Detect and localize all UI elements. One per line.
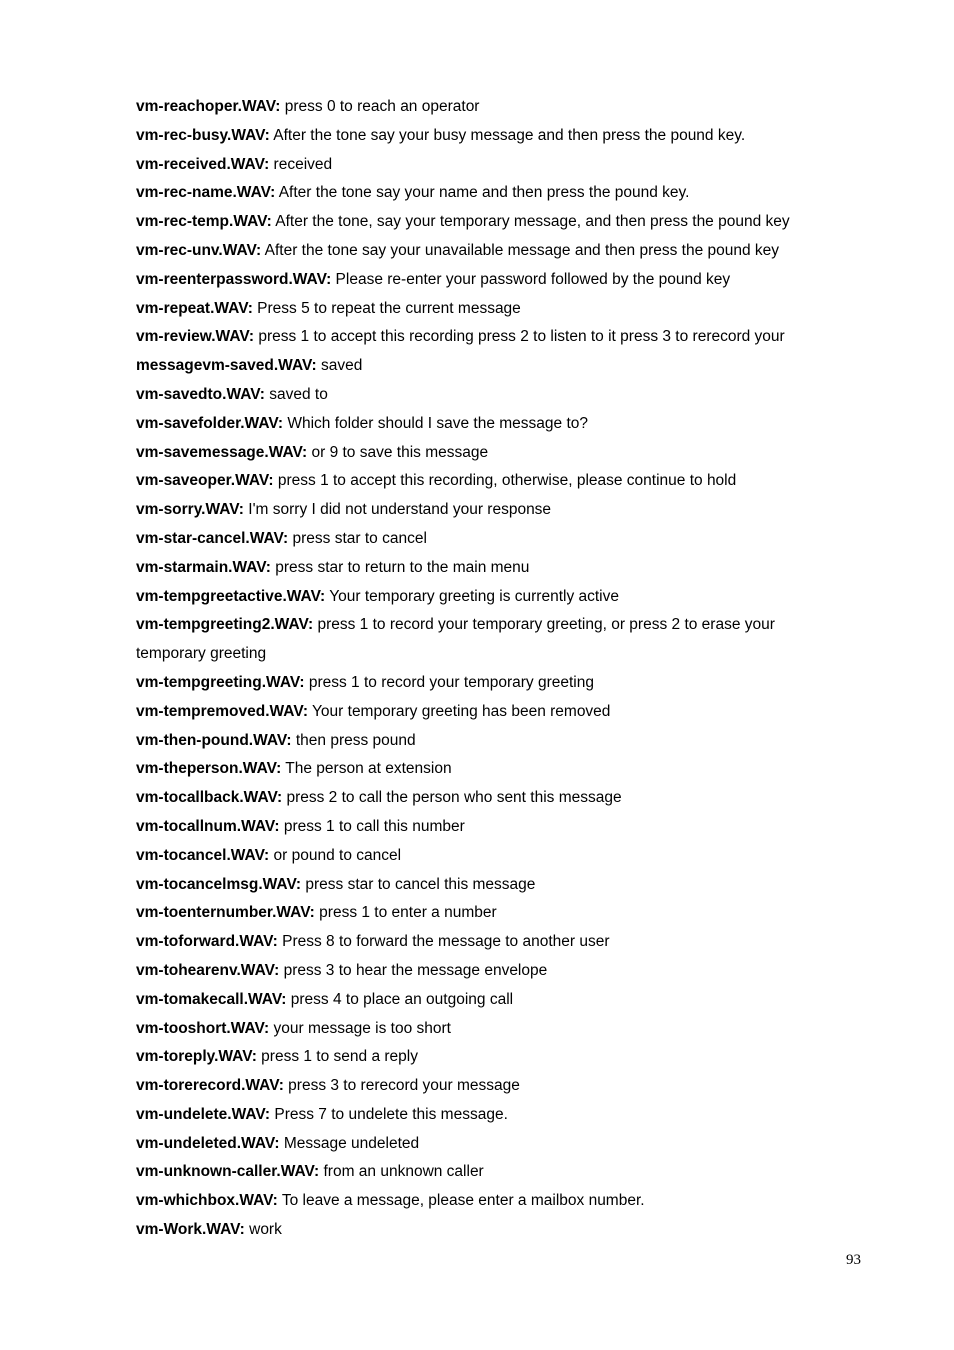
sound-file-entry [136,496,826,525]
sound-file-entry [136,93,826,122]
sound-file-description: After the tone, say your temporary message, and then press the pound key [271,213,790,231]
sound-file-entry [136,986,826,1015]
sound-file-entry [136,237,826,266]
sound-file-description: work [244,1221,282,1239]
sound-file-description: saved [316,357,363,375]
sound-file-description: Message undeleted [279,1134,420,1152]
sound-file-description: To leave a message, please enter a mailbox number. [277,1192,645,1210]
sound-file-description: press 2 to call the person who sent this message [282,789,622,807]
sound-file-name: vm-toreply.WAV: [136,1048,257,1066]
sound-file-description: saved to [264,385,328,403]
sound-file-entry [136,813,826,842]
sound-file-description: press 1 to accept this recording press 2 to listen to it press 3 to rerecord your [254,328,785,346]
sound-file-name: vm-starmain.WAV: [136,558,271,576]
sound-file-entry [136,323,826,352]
sound-file-name: vm-tohearenv.WAV: [136,961,280,979]
sound-file-name: vm-then-pound.WAV: [136,731,292,749]
sound-file-name: vm-tocallnum.WAV: [136,817,280,835]
sound-file-entry [136,611,826,669]
sound-file-description: Your temporary greeting is currently active [325,587,619,605]
sound-file-name: vm-theperson.WAV: [136,760,282,778]
sound-file-entry [136,1015,826,1044]
sound-file-description: Press 5 to repeat the current message [252,299,521,317]
sound-file-description: The person at extension [281,760,452,778]
sound-file-name: vm-undeleted.WAV: [136,1134,280,1152]
sound-file-description: press 1 to record your temporary greeting, or press 2 to erase your temporary greeting [136,616,775,663]
sound-file-name: vm-Work.WAV: [136,1221,245,1239]
sound-file-name: vm-review.WAV: [136,328,255,346]
sound-file-entry [136,899,826,928]
sound-file-entry [136,1158,826,1187]
sound-file-name: vm-toforward.WAV: [136,933,278,951]
sound-file-name: vm-repeat.WAV: [136,299,253,317]
sound-file-entry [136,122,826,151]
sound-file-name: vm-savedto.WAV: [136,385,265,403]
sound-file-entry [136,1216,826,1245]
sound-file-name: vm-savemessage.WAV: [136,443,308,461]
sound-file-description: press 1 to send a reply [256,1048,418,1066]
sound-file-name: vm-rec-busy.WAV: [136,126,270,144]
sound-file-entry [136,525,826,554]
sound-file-entry [136,1130,826,1159]
sound-file-name: vm-tempgreeting.WAV: [136,673,305,691]
sound-file-entry [136,1072,826,1101]
sound-file-entry [136,179,826,208]
sound-file-description: or pound to cancel [269,846,402,864]
sound-file-description: received [269,155,333,173]
sound-file-description: press star to cancel [288,529,427,547]
sound-file-entry [136,698,826,727]
sound-file-name: vm-torerecord.WAV: [136,1077,284,1095]
sound-file-name: vm-tocallback.WAV: [136,789,283,807]
sound-file-description: press 1 to enter a number [314,904,497,922]
sound-file-entry [136,755,826,784]
sound-file-name: vm-tempgreetactive.WAV: [136,587,326,605]
sound-file-description: Please re-enter your password followed by the pound key [331,270,731,288]
sound-file-name: vm-whichbox.WAV: [136,1192,278,1210]
sound-file-description: Which folder should I save the message to? [283,414,589,432]
sound-file-name: vm-rec-temp.WAV: [136,213,272,231]
sound-file-name: vm-tooshort.WAV: [136,1019,270,1037]
sound-file-name: vm-reachoper.WAV: [136,98,281,115]
sound-file-description: I'm sorry I did not understand your response [243,501,552,519]
sound-file-entry [136,957,826,986]
sound-file-description: After the tone say your name and then press the pound key. [275,184,690,202]
sound-file-entry [136,439,826,468]
sound-file-entry [136,1043,826,1072]
sound-file-description: Your temporary greeting has been removed [307,702,611,720]
sound-file-name: vm-undelete.WAV: [136,1105,271,1123]
sound-file-name: vm-sorry.WAV: [136,501,244,519]
sound-file-entry [136,208,826,237]
sound-file-description: After the tone say your busy message and then press the pound key. [269,126,746,144]
sound-file-name: messagevm-saved.WAV: [136,357,317,375]
sound-file-description: your message is too short [269,1019,451,1037]
sound-file-name: vm-reenterpassword.WAV: [136,270,332,288]
sound-file-description: press 0 to reach an operator [280,98,480,115]
sound-file-name: vm-toenternumber.WAV: [136,904,315,922]
sound-file-name: vm-tempremoved.WAV: [136,702,308,720]
sound-file-entry [136,352,826,381]
sound-file-description: press 3 to hear the message envelope [279,961,548,979]
sound-file-name: vm-tomakecall.WAV: [136,990,287,1008]
sound-file-name: vm-unknown-caller.WAV: [136,1163,320,1181]
sound-file-description: press 1 to record your temporary greeting [304,673,594,691]
sound-file-entry [136,583,826,612]
sound-file-entry [136,295,826,324]
sound-file-name: vm-tempgreeting2.WAV: [136,616,314,634]
sound-file-entry [136,1101,826,1130]
sound-file-entry [136,871,826,900]
sound-file-entry [136,554,826,583]
sound-file-description: or 9 to save this message [307,443,489,461]
sound-file-description: press 1 to call this number [279,817,465,835]
sound-file-description: press 1 to accept this recording, otherwise, please continue to hold [273,472,737,490]
sound-file-entry [136,151,826,180]
sound-file-description: Press 7 to undelete this message. [270,1105,508,1123]
sound-file-entry [136,410,826,439]
sound-file-name: vm-rec-name.WAV: [136,184,276,202]
sound-file-name: vm-star-cancel.WAV: [136,529,289,547]
sound-file-entry [136,1187,826,1216]
sound-file-description: from an unknown caller [319,1163,484,1181]
sound-file-description: press star to cancel this message [301,875,536,893]
sound-file-name: vm-saveoper.WAV: [136,472,274,490]
sound-file-entry [136,928,826,957]
sound-file-name: vm-savefolder.WAV: [136,414,284,432]
sound-file-description: Press 8 to forward the message to another user [277,933,610,951]
sound-file-entry [136,266,826,295]
sound-file-description: then press pound [291,731,416,749]
sound-file-entry [136,784,826,813]
sound-file-entry [136,842,826,871]
sound-file-entry [136,727,826,756]
sound-file-name: vm-tocancel.WAV: [136,846,270,864]
sound-file-entry [136,467,826,496]
sound-file-name: vm-received.WAV: [136,155,270,173]
document-body [136,93,826,1245]
sound-file-entry [136,381,826,410]
sound-file-description: press star to return to the main menu [270,558,530,576]
sound-file-entry [136,669,826,698]
sound-file-description: After the tone say your unavailable message and then press the pound key [261,241,780,259]
sound-file-name: vm-rec-unv.WAV: [136,241,262,259]
sound-file-description: press 3 to rerecord your message [283,1077,520,1095]
sound-file-name: vm-tocancelmsg.WAV: [136,875,302,893]
page-number: 93 [846,1252,861,1268]
sound-file-description: press 4 to place an outgoing call [286,990,514,1008]
